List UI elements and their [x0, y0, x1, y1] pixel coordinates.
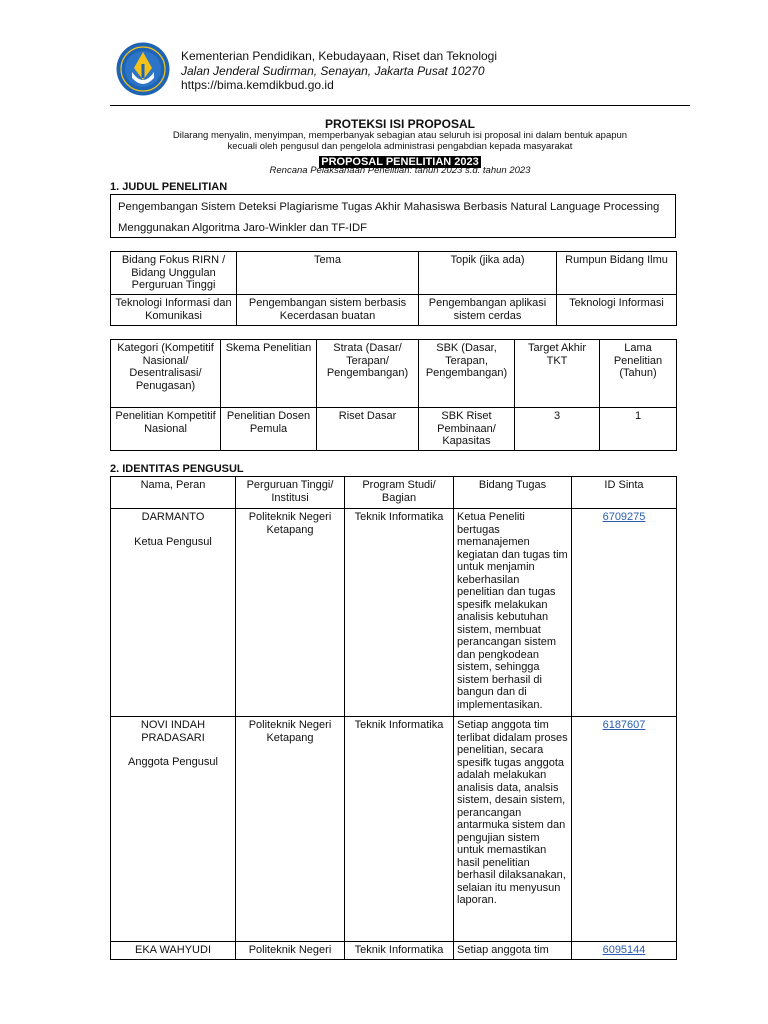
pengusul-name: DARMANTO [141, 511, 205, 523]
bidang-header-cell: Bidang Fokus RIRN / Bidang Unggulan Perguruan Tinggi [111, 252, 237, 295]
pengusul-name: NOVI INDAH PRADASARI [140, 719, 206, 744]
implementation-plan: Rencana Pelaksanaan Penelitian: tahun 2023 s.d. tahun 2023 [269, 165, 531, 176]
pengusul-name: EKA WAHYUDI [135, 944, 211, 956]
pengusul-prodi: Teknik Informatika [345, 509, 454, 717]
table-row [111, 717, 677, 942]
pengusul-prodi: Teknik Informatika [345, 717, 454, 942]
proposal-badge-text: PROPOSAL PENELITIAN 2023 [321, 156, 479, 168]
pengusul-sinta-cell [572, 717, 677, 942]
protection-notice-line2: kecuali oleh pengusul dan pengelola administrasi pengabdian kepada masyarakat [227, 141, 573, 152]
pengusul-role: Anggota Pengusul [128, 756, 218, 768]
bidang-value-cell: Teknologi Informasi dan Komunikasi [111, 295, 237, 326]
table-row [111, 942, 677, 960]
pengusul-name-cell [111, 717, 236, 942]
kategori-value-cell: Penelitian Kompetitif Nasional [111, 408, 221, 451]
pengusul-header-cell: ID Sinta [572, 477, 677, 509]
pengusul-institusi: Politeknik Negeri Ketapang [236, 509, 345, 717]
kategori-header-cell: Lama Penelitian (Tahun) [600, 340, 677, 408]
pengusul-tugas: Setiap anggota tim [454, 942, 572, 960]
tut-wuri-handayani-logo [116, 42, 170, 96]
protection-title: PROTEKSI ISI PROPOSAL [324, 117, 476, 131]
pengusul-header-cell: Perguruan Tinggi/ Institusi [236, 477, 345, 509]
pengusul-header-cell: Program Studi/ Bagian [345, 477, 454, 509]
bidang-table [110, 251, 677, 326]
kategori-value-cell: Penelitian Dosen Pemula [221, 408, 317, 451]
section-judul-title: 1. JUDUL PENELITIAN [110, 181, 228, 193]
pengusul-sinta-cell [572, 509, 677, 717]
pengusul-tugas: Ketua Peneliti bertugas memanajemen kegiatan dan tugas tim untuk menjamin keberhasilan penelitian dan tugas spesifk melakukan analisis kebutuhan sistem, membuat perancangan sistem dan pengkodean sistem, sehingga sistem berhasil di bangun dan di implementasikan. [454, 509, 572, 717]
pengusul-tugas: Setiap anggota tim terlibat didalam proses penelitian, secara spesifk tugas anggota adalah melakukan analisis data, analsis sistem, desain sistem, perancangan antarmuka sistem dan pengujian sistem untuk memastikan hasil penelitian berhasil dilaksanakan, selaian itu menyusun laporan. [454, 717, 572, 942]
pengusul-sinta-cell [572, 942, 677, 960]
pengusul-name-cell [111, 509, 236, 717]
institution-address: Jalan Jenderal Sudirman, Senayan, Jakarta Pusat 10270 [181, 63, 485, 78]
kategori-header-cell: Kategori (Kompetitif Nasional/ Desentralisasi/ Penugasan) [111, 340, 221, 408]
bidang-header-cell: Tema [237, 252, 419, 295]
pengusul-institusi: Politeknik Negeri Ketapang [236, 717, 345, 942]
bidang-header-cell: Rumpun Bidang Ilmu [557, 252, 677, 295]
kategori-value-cell: SBK Riset Pembinaan/ Kapasitas [419, 408, 515, 451]
pengusul-role: Ketua Pengusul [134, 535, 212, 548]
header-divider [110, 105, 690, 106]
sinta-link[interactable]: 6709275 [602, 511, 646, 523]
section-identitas-title: 2. IDENTITAS PENGUSUL [110, 463, 244, 475]
bidang-value-cell: Pengembangan aplikasi sistem cerdas [419, 295, 557, 326]
pengusul-name-cell [111, 942, 236, 960]
bidang-header-cell: Topik (jika ada) [419, 252, 557, 295]
pengusul-prodi: Teknik Informatika [345, 942, 454, 960]
bidang-value-cell: Teknologi Informasi [557, 295, 677, 326]
kategori-header-cell: Skema Penelitian [221, 340, 317, 408]
bidang-value-cell: Pengembangan sistem berbasis Kecerdasan buatan [237, 295, 419, 326]
institution-website[interactable]: https://bima.kemdikbud.go.id [181, 78, 334, 92]
research-title-box: Pengembangan Sistem Deteksi Plagiarisme Tugas Akhir Mahasiswa Berbasis Natural Language Processing Menggunakan Algoritma Jaro-Winkler dan TF-IDF [110, 194, 676, 238]
kategori-value-cell: 3 [515, 408, 600, 451]
sinta-link[interactable]: 6187607 [602, 719, 646, 731]
kategori-value-cell: Riset Dasar [317, 408, 419, 451]
pengusul-table [110, 476, 677, 960]
kategori-value-cell: 1 [600, 408, 677, 451]
kategori-header-cell: SBK (Dasar, Terapan, Pengembangan) [419, 340, 515, 408]
protection-notice-line1: Dilarang menyalin, menyimpan, memperbanyak sebagian atau seluruh isi proposal ini dalam bentuk apapun [172, 130, 628, 141]
sinta-link[interactable]: 6095144 [602, 944, 646, 956]
institution-header [181, 49, 497, 93]
table-row [111, 509, 677, 717]
kategori-header-cell: Strata (Dasar/ Terapan/ Pengembangan) [317, 340, 419, 408]
institution-name: Kementerian Pendidikan, Kebudayaan, Riset dan Teknologi [181, 49, 497, 63]
kategori-header-cell: Target Akhir TKT [515, 340, 600, 408]
pengusul-header-cell: Bidang Tugas [454, 477, 572, 509]
pengusul-institusi: Politeknik Negeri [236, 942, 345, 960]
pengusul-header-cell: Nama, Peran [111, 477, 236, 509]
kategori-table [110, 339, 677, 451]
